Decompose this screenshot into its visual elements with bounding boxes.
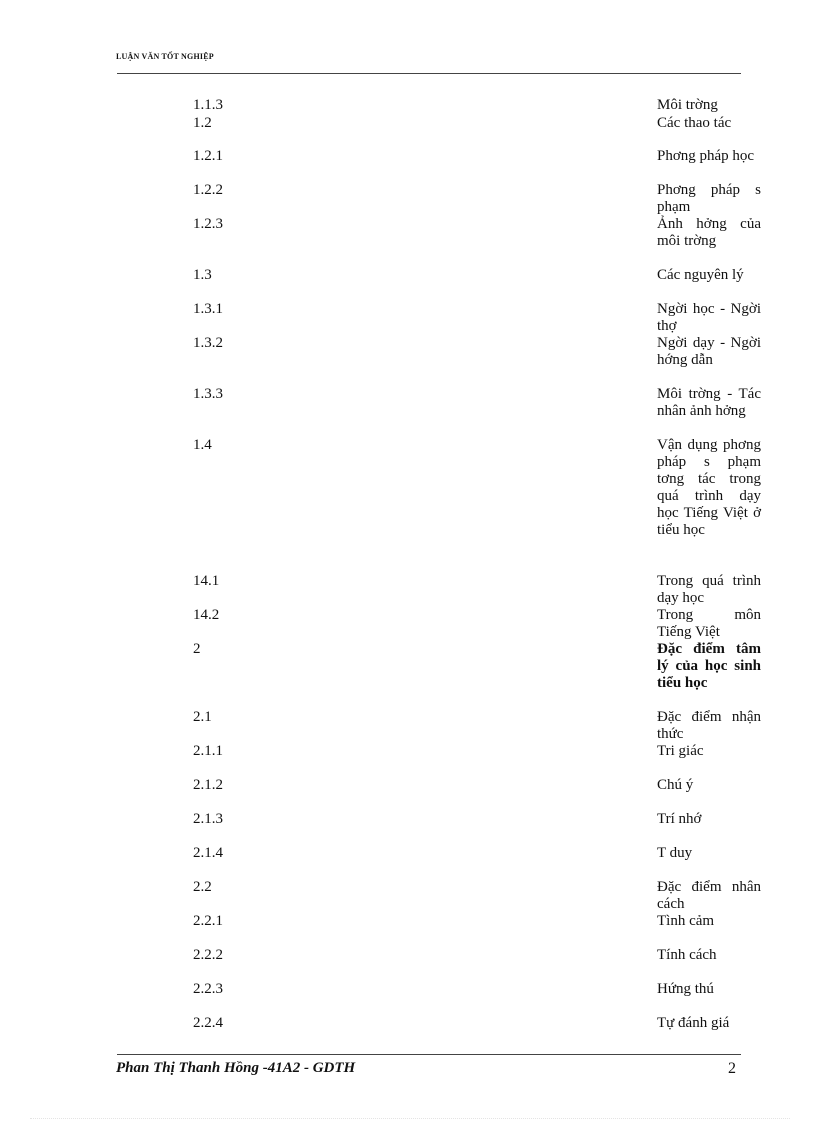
toc-entry-number: 1.3.2 [193,335,223,351]
toc-entry-title: Trí nhớ [657,811,702,827]
toc-entry-title: Các thao tác [657,115,732,131]
footer-rule [117,1054,741,1055]
page-edge-divider [30,1118,790,1119]
toc-entry-title: Đặc điểm tâm lý của học sinh tiểu học [657,641,761,691]
toc-entry-number: 2.2.1 [193,913,223,929]
toc-entry-title: Đặc điểm nhân cách [657,879,761,912]
toc-entry-title: Tính cách [657,947,717,963]
toc-entry-number: 1.2.3 [193,216,223,232]
toc-entry-number: 1.2 [193,115,212,131]
toc-entry-number: 1.3.3 [193,386,223,402]
toc-entry-number: 1.2.1 [193,148,223,164]
toc-entry-title: Môi trờng - Tác nhân ảnh hởng [657,386,761,419]
toc-entry-number: 2.1.3 [193,811,223,827]
toc-entry-title: Các nguyên lý [657,267,744,283]
toc-entry-title: Phơng pháp học [657,148,755,164]
toc-entry-title: Trong quá trình dạy học [657,573,761,606]
toc-entry-number: 2 [193,641,201,657]
toc-entry-title: Trong môn Tiếng Việt [657,607,761,640]
toc-entry-number: 14.1 [193,573,220,589]
toc-entry-number: 2.1.4 [193,845,223,861]
toc-entry-title: Tình cảm [657,913,715,929]
toc-entry-title: Vận dụng phơng pháp s phạm tơng tác trong quá trình dạy học Tiếng Việt ở tiểu học [657,437,761,538]
toc-entry-title: Ngời học - Ngời thợ [657,301,761,334]
toc-entry-title: Môi trờng [657,97,718,113]
toc-entry-number: 1.3 [193,267,212,283]
toc-entry-title: T duy [657,845,693,861]
toc-entry-title: Đặc điểm nhận thức [657,709,761,742]
toc-entry-title: Tri giác [657,743,704,759]
toc-entry-title: Hứng thú [657,981,714,997]
toc-entry-title: Chú ý [657,777,694,793]
toc-entry-number: 2.2.3 [193,981,223,997]
toc-entry-number: 1.1.3 [193,97,223,113]
toc-entry-title: Ngời dạy - Ngời hớng dẫn [657,335,761,368]
toc-entry-number: 1.3.1 [193,301,223,317]
toc-entry-number: 2.2.4 [193,1015,223,1031]
toc-entry-number: 2.1 [193,709,212,725]
toc-entry-number: 1.4 [193,437,212,453]
toc-entry-title: Tự đánh giá [657,1015,730,1031]
toc-entry-title: Phơng pháp s phạm [657,182,761,215]
toc-entry-number: 1.2.2 [193,182,223,198]
page-number: 2 [728,1060,736,1077]
running-header: LUẬN VĂN TỐT NGHIỆP [116,52,214,61]
toc-entry-number: 2.1.1 [193,743,223,759]
toc-entry-title: Ảnh hởng của môi trờng [657,216,761,249]
toc-entry-number: 2.1.2 [193,777,223,793]
toc-entry-number: 2.2 [193,879,212,895]
toc-entry-number: 14.2 [193,607,220,623]
footer-author: Phan Thị Thanh Hồng -41A2 - GDTH [116,1060,356,1076]
toc-entry-number: 2.2.2 [193,947,223,963]
